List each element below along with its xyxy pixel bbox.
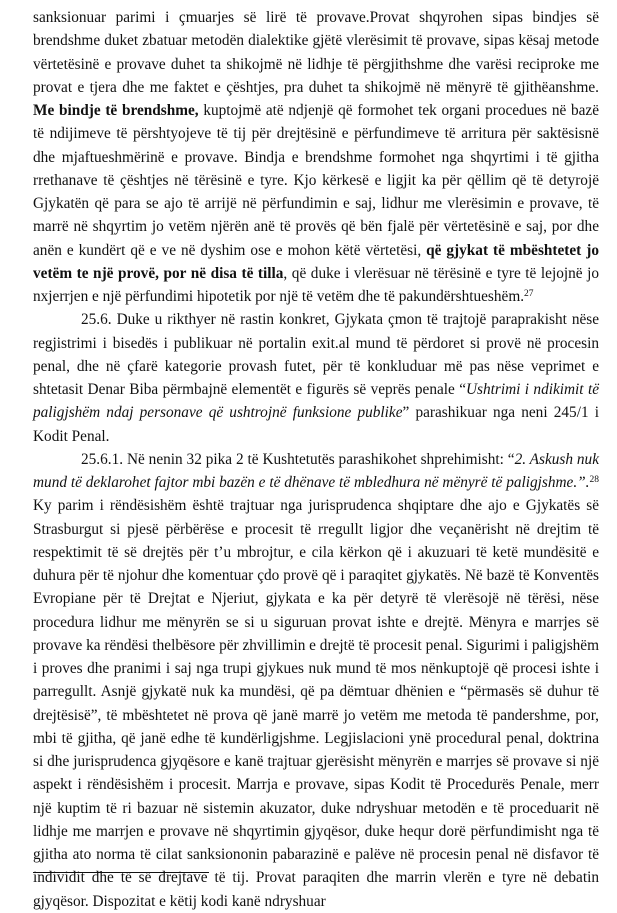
paragraph-evaluation-of-evidence: [33, 6, 599, 308]
bold-phrase-multiple-evidence: që gjykat të mbështetet jo vetëm te një provë, por në disa të tilla: [33, 241, 599, 282]
text-span: Ky parim i rëndësishëm është trajtuar nga jurisprudenca shqiptare dhe ajo e Gjykatës së Strasburgut si pjesë përbërëse e procesit të rregullt ligjor dhe veçanërisht në drejtim të respektimit të së drejtës për t’u mbrojtur, e cila kërkon që i akuzuari të ketë mundësitë e duhura për të njohur dhe komentuar çdo provë që i paraqitet gjykatës. Në bazë të Konventës Evropiane për të Drejtat e Njeriut, gjykata e ka për detyrë të vlerësojë në tërësi, nëse procedura lidhur me mënyrën se si u siguruan provat ishte e drejtë. Mënyra e marrjes së provave ka rëndësi thelbësore për zhvillimin e drejtë të procesit penal. Sigurimi i paligjshëm i proves dhe pranimi i saj nga trupi gjykues nuk mund të mos nënkuptojë që procesi ishte i parregullt. Asnjë gjykatë nuk ka mundësi, që pa dëmtuar dhënien e “përmasës së duhur të drejtësisë”, të mbështetet në prova që janë marrë jo vetëm me metoda të pandershme, por, mbi të gjitha, që janë edhe të kundërligjshme. Legjislacioni ynë procedural penal, doktrina si dhe jurisprudenca gjyqësore e kanë trajtuar gjerësisht mënyrën e marrjes së provave si një aspekt i rëndësishëm i procesit. Marrja e provave, sipas Kodit të Procedurës Penale, merr një kuptim të ri bazuar në sistemin akuzator, duke ndryshuar metodën e të proceduarit në lidhje me marrjen e provave në shqyrtimin gjyqësor, duke hequr dorë përfundimisht nga të gjitha ato norma të cilat sanksiononin pabarazinë e palëve në procesin penal në disfavor të individit dhe të së drejtave të tij. Provat paraqiten dhe marrin vlerën e tyre në debatin gjyqësor. Dispozitat e këtij kodi kanë ndryshuar: [33, 497, 599, 910]
bold-term-inner-conviction: Me bindje të brendshme,: [33, 102, 199, 119]
text-span: sanksionuar parimi i çmuarjes së lirë të provave.Provat shqyrohen sipas bindjes së brendshme duket zbatuar metodën dialektike gjëtë vlerësimit të provave, sipas kësaj metode vërtetësinë e provave duhet ta shikojmë në lidhje të përgjithshme dhe varësi reciproke me provat e tjera dhe me faktet e çështjes, pra duhet ta shikojmë në mënyrë të gjithëanshme.: [33, 9, 599, 96]
footnote-ref-28: 28: [589, 475, 599, 485]
paragraph-25-6-1: [33, 448, 599, 913]
text-span: ”.: [577, 474, 590, 491]
footnote-ref-27: 27: [524, 289, 534, 299]
text-span: , që duke i vlerësuar në tërësinë e tyre të lejojnë jo nxjerrjen e një përfundimi hipotetik por një të vetëm dhe të pakundërshtueshëm.: [33, 264, 599, 305]
paragraph-25-6: [33, 308, 599, 448]
text-span: 25.6.1. Në nenin 32 pika 2 të Kushtetutës parashikohet shprehimisht: “: [81, 450, 515, 468]
footnote-separator: [33, 872, 209, 873]
document-body: [33, 6, 599, 913]
text-span: kuptojmë atë ndjenjë që formohet tek organi procedues në bazë të ndijimeve të përshtyojeve të tij për drejtësinë e përfundimeve të arritura për saktësisnë dhe mjaftueshmërinë e provave. Bindja e brendshme formohet nga shqyrtimi i të gjitha rrethanave të çështjes në tërësinë e tyre. Kjo kërkesë e ligjit ka për qëllim që të detyrojë Gjykatën që para se ajo të arrijë në përfundimin e saj, lidhur me vlerësimin e provave, të marrë në shqyrtim jo vetëm njërën anë të provës që bën fjalë për vërtetësinë e saj, por dhe anën e kundërt që e ve në dyshim ose e mohon këtë vërtetësi,: [33, 102, 600, 259]
italic-constitution-quote: 2. Askush nuk mund të deklarohet fajtor mbi bazën e të dhënave të mbledhura në mënyrë të paligjshme.: [33, 450, 599, 491]
italic-offence-title: Ushtrimi i ndikimit të paligjshëm ndaj personave që ushtrojnë funksione publike: [33, 381, 599, 422]
text-span: ” parashikuar nga neni 245/1 i Kodit Penal.: [33, 404, 600, 445]
text-span: 25.6. Duke u rikthyer në rastin konkret, Gjykata çmon të trajtojë paraprakisht nëse regjistrimi i bisedës i publikuar në portalin exit.al mund të përdoret si provë në procesin penal, dhe në çfarë kategorie provash futet, për të konkluduar më pas nëse veprimet e shtetasit Denar Biba përmbajnë elementët e figurës së veprës penale “: [33, 311, 599, 398]
